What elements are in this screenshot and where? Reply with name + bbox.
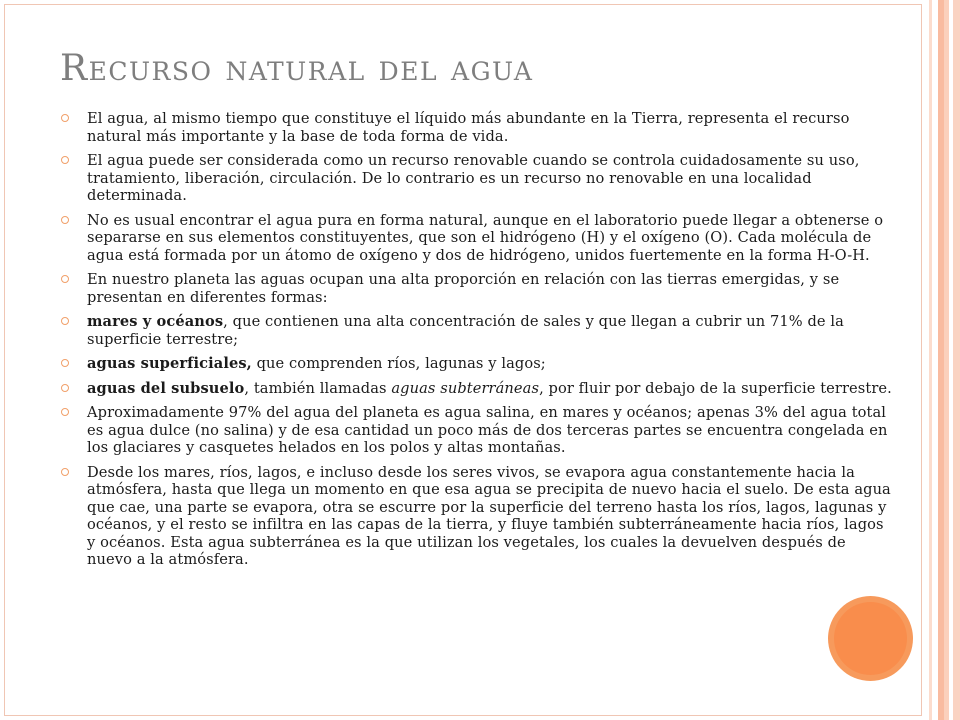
- bullet-text: El agua, al mismo tiempo que constituye el líquido más abundante en la Tierra, representa el recurso natural más importante y la base de toda forma de vida.: [87, 110, 850, 145]
- bullet-text: mares y océanos: [87, 313, 224, 330]
- bullet-marker-icon: [61, 408, 69, 416]
- stripe: [953, 0, 960, 720]
- bullet-item: [62, 380, 894, 398]
- bullet-text: Desde los mares, ríos, lagos, e incluso desde los seres vivos, se evapora agua constantemente hacia la atmósfera, hasta que llega un momento en que esa agua se precipita de nuevo hacia el suelo. De esta agua que cae, una parte se evapora, otra se escurre por la superficie del terreno hasta los ríos, lagos, lagunas y océanos, y el resto se infiltra en las capas de la tierra, y fluye también subterráneamente hacia ríos, lagos y océanos. Esta agua subterránea es la que utilizan los vegetales, los cuales la devuelven después de nuevo a la atmósfera.: [87, 463, 891, 568]
- bullet-list: [62, 110, 894, 576]
- bullet-marker-icon: [61, 317, 69, 325]
- bullet-text: , por fluir por debajo de la superficie terrestre.: [539, 379, 892, 397]
- bullet-text: En nuestro planeta las aguas ocupan una alta proporción en relación con las tierras emergidas, y se presentan en diferentes formas:: [87, 271, 840, 306]
- bullet-text: Aproximadamente 97% del agua del planeta es agua salina, en mares y océanos; apenas 3% del agua total es agua dulce (no salina) y de esa cantidad un poco más de dos terceras partes se encuentra congelada en los glaciares y casquetes helados en los polos y altas montañas.: [87, 404, 888, 456]
- bullet-marker-icon: [61, 468, 69, 476]
- bullet-text: El agua puede ser considerada como un recurso renovable cuando se controla cuidadosamente su uso, tratamiento, liberación, circulación. De lo contrario es un recurso no renovable en una localidad determinada.: [87, 152, 860, 204]
- bullet-text: , que contienen una alta concentración de sales y que llegan a cubrir un 71% de la superficie terrestre;: [87, 313, 844, 348]
- bullet-marker-icon: [61, 275, 69, 283]
- bullet-item: [62, 110, 894, 145]
- slide-title: Recurso natural del agua: [60, 48, 534, 89]
- bullet-text: No es usual encontrar el agua pura en forma natural, aunque en el laboratorio puede llegar a obtenerse o separarse en sus elementos constituyentes, que son el hidrógeno (H) y el oxígeno (O). Cada molécula de agua está formada por un átomo de oxígeno y dos de hidrógeno, unidos fuertemente en la forma H-O-H.: [87, 211, 884, 264]
- bullet-item: [62, 152, 894, 205]
- bullet-text: que comprenden ríos, lagunas y lagos;: [251, 355, 546, 372]
- bullet-item: [62, 212, 894, 265]
- bullet-text: aguas del subsuelo: [87, 379, 245, 397]
- bullet-marker-icon: [61, 384, 69, 392]
- bullet-marker-icon: [61, 359, 69, 367]
- bullet-item: [62, 271, 894, 306]
- bullet-marker-icon: [61, 156, 69, 164]
- bullet-text: aguas superficiales,: [87, 355, 252, 372]
- bullet-item: [62, 313, 894, 348]
- bullet-item: [62, 355, 894, 373]
- bullet-text: , también llamadas: [244, 379, 392, 397]
- bullet-text: aguas subterráneas: [391, 379, 540, 397]
- decorative-stripes: [929, 0, 960, 720]
- bullet-item: [62, 404, 894, 457]
- bullet-marker-icon: [61, 216, 69, 224]
- bullet-marker-icon: [61, 114, 69, 122]
- bullet-item: [62, 464, 894, 569]
- decorative-circle: [828, 596, 913, 681]
